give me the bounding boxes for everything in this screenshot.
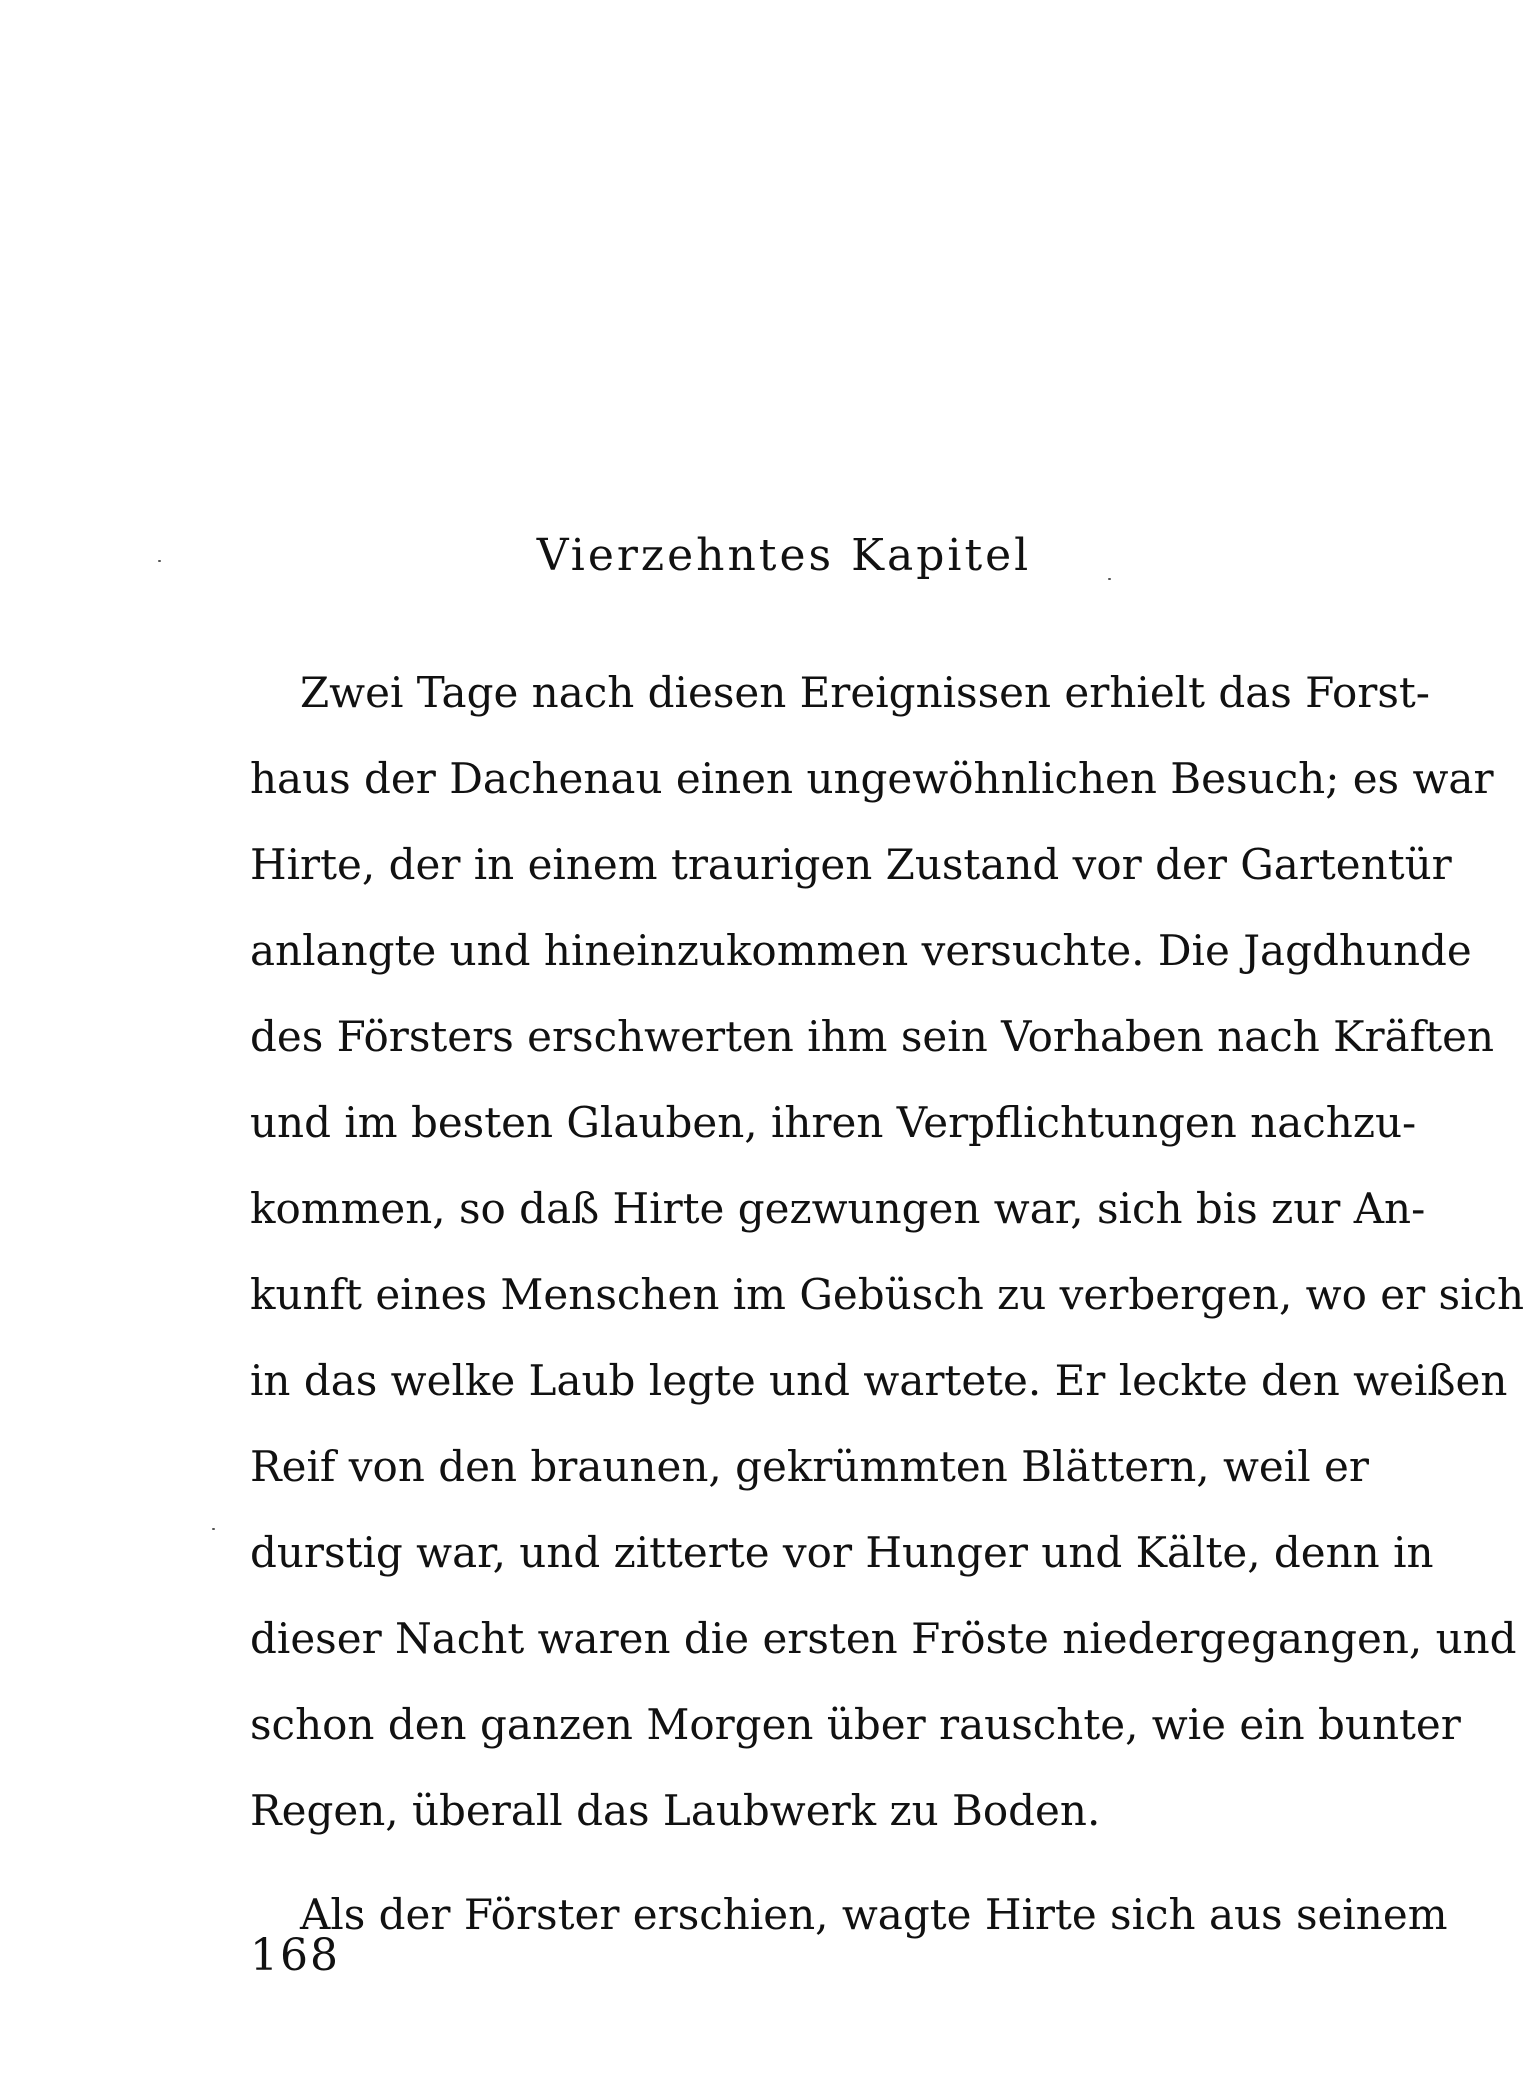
body-text — [250, 650, 1525, 1958]
paragraph-2 — [250, 1872, 1448, 1958]
text-line: des Försters erschwerten ihm sein Vorhaben nach Kräften — [250, 1012, 1495, 1061]
text-line: schon den ganzen Morgen über rauschte, wie ein bunter — [250, 1700, 1461, 1749]
text-line: dieser Nacht waren die ersten Fröste niedergegangen, und — [250, 1614, 1517, 1663]
paragraph-gap — [250, 1854, 1320, 1872]
page-number: 168 — [250, 1930, 340, 1981]
chapter-title: Vierzehntes Kapitel — [536, 530, 1032, 581]
text-line: Zwei Tage nach diesen Ereignissen erhielt das Forst- — [300, 668, 1431, 717]
text-line: kommen, so daß Hirte gezwungen war, sich bis zur An- — [250, 1184, 1426, 1233]
text-line: Als der Förster erschien, wagte Hirte sich aus seinem — [300, 1890, 1448, 1939]
paper-speck — [212, 1528, 215, 1530]
text-line: Regen, überall das Laubwerk zu Boden. — [250, 1786, 1101, 1835]
text-line: Reif von den braunen, gekrümmten Blättern, weil er — [250, 1442, 1369, 1491]
text-line: und im besten Glauben, ihren Verpflichtungen nachzu- — [250, 1098, 1417, 1147]
text-line: haus der Dachenau einen ungewöhnlichen Besuch; es war — [250, 754, 1494, 803]
text-line: Hirte, der in einem traurigen Zustand vor der Gartentür — [250, 840, 1452, 889]
text-line: anlangte und hineinzukommen versuchte. Die Jagdhunde — [250, 926, 1472, 975]
paragraph-1 — [250, 650, 1525, 1854]
text-line: durstig war, und zitterte vor Hunger und Kälte, denn in — [250, 1528, 1434, 1577]
text-line: in das welke Laub legte und wartete. Er leckte den weißen — [250, 1356, 1508, 1405]
text-line: kunft eines Menschen im Gebüsch zu verbergen, wo er sich — [250, 1270, 1525, 1319]
